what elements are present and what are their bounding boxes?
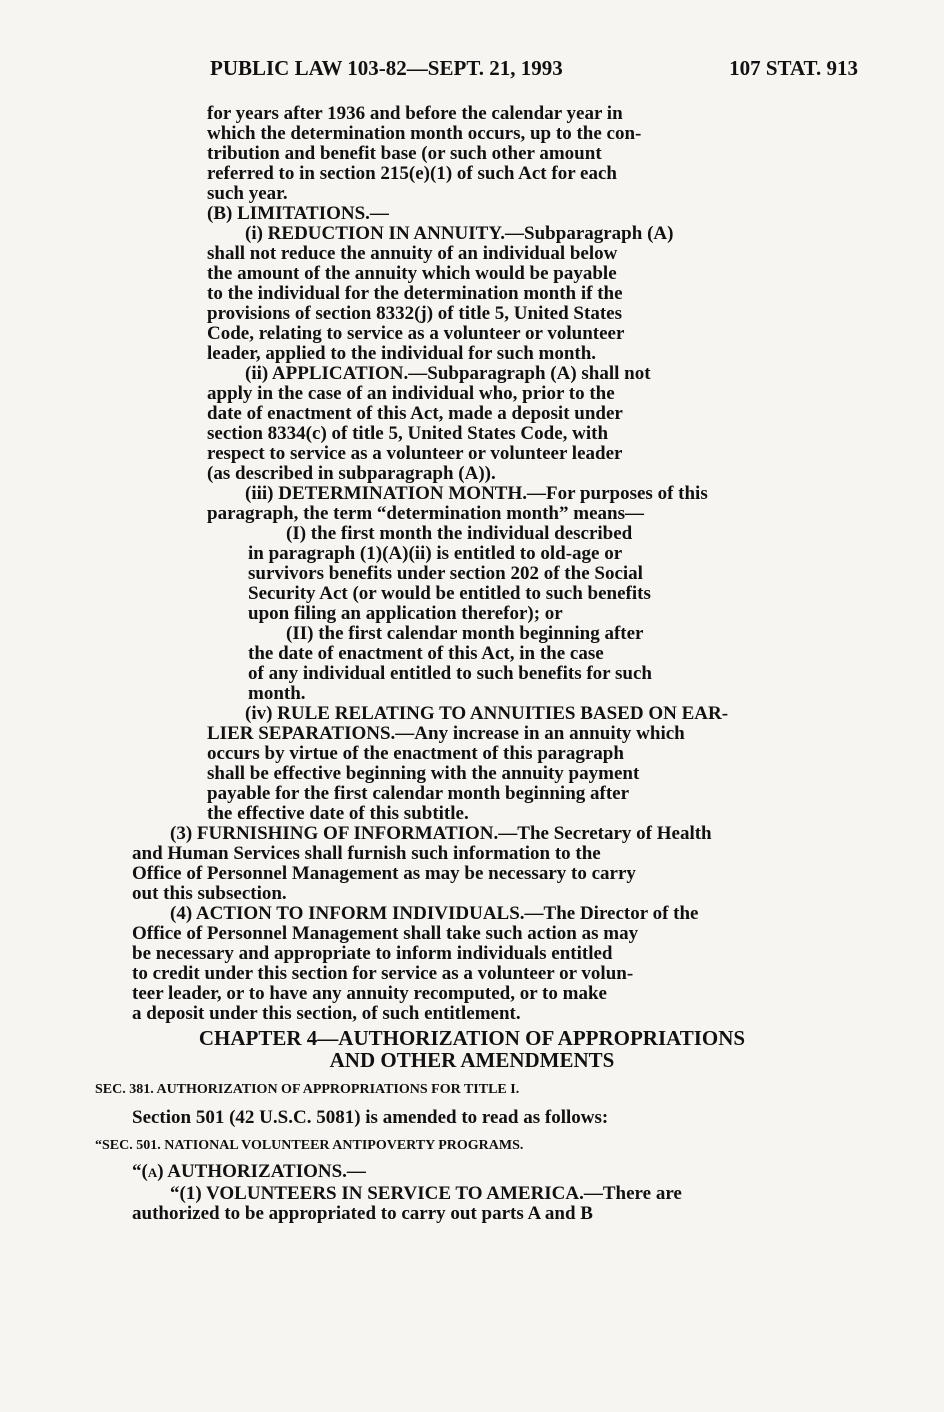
vista-heading: “(1) VOLUNTEERS IN SERVICE TO AMERICA.—There are — [170, 1183, 682, 1204]
text-line: payable for the first calendar month beginning after — [207, 783, 630, 804]
amendment-text: Section 501 (42 U.S.C. 5081) is amended to read as follows: — [132, 1107, 609, 1128]
text-line: a deposit under this section, of such entitlement. — [132, 1003, 521, 1024]
text-line: the amount of the annuity which would be payable — [207, 263, 617, 284]
text-line: Office of Personnel Management as may be necessary to carry — [132, 863, 636, 884]
text-line: such year. — [207, 183, 288, 204]
text-line: the effective date of this subtitle. — [207, 803, 469, 824]
chapter-heading: CHAPTER 4—AUTHORIZATION OF APPROPRIATIONS — [198, 1026, 746, 1050]
text-line: apply in the case of an individual who, prior to the — [207, 383, 615, 404]
text-line: and Human Services shall furnish such information to the — [132, 843, 601, 864]
text-line: LIER SEPARATIONS.—Any increase in an annuity which — [207, 723, 685, 744]
clause-application-heading: (ii) APPLICATION.—Subparagraph (A) shall not — [245, 363, 651, 384]
text-line: Code, relating to service as a volunteer or volunteer — [207, 323, 625, 344]
text-line: which the determination month occurs, up to the con- — [207, 123, 642, 144]
text-line: in paragraph (1)(A)(ii) is entitled to old-age or — [248, 543, 623, 564]
text-line: to credit under this section for service as a volunteer or volun- — [132, 963, 634, 984]
text-line: of any individual entitled to such benefits for such — [248, 663, 652, 684]
text-line: for years after 1936 and before the calendar year in — [207, 103, 623, 124]
text-line: out this subsection. — [132, 883, 287, 904]
text-line: respect to service as a volunteer or volunteer leader — [207, 443, 623, 464]
text-line: the date of enactment of this Act, in the case — [248, 643, 604, 664]
text-line: section 8334(c) of title 5, United States Code, with — [207, 423, 609, 444]
section-381-heading: SEC. 381. AUTHORIZATION OF APPROPRIATIONS FOR TITLE I. — [95, 1082, 520, 1097]
clause-reduction-heading: (i) REDUCTION IN ANNUITY.—Subparagraph (A) — [245, 223, 674, 244]
text-line: paragraph, the term “determination month” means— — [207, 503, 644, 524]
authorizations-heading: “(a) AUTHORIZATIONS.— — [132, 1161, 366, 1182]
text-line: Security Act (or would be entitled to such benefits — [248, 583, 651, 604]
text-line: shall be effective beginning with the annuity payment — [207, 763, 640, 784]
text-line: survivors benefits under section 202 of the Social — [248, 563, 643, 584]
text-line: tribution and benefit base (or such other amount — [207, 143, 602, 164]
text-line: month. — [248, 683, 306, 704]
text-line: to the individual for the determination month if the — [207, 283, 623, 304]
text-line: shall not reduce the annuity of an individual below — [207, 243, 618, 264]
text-line: provisions of section 8332(j) of title 5, United States — [207, 303, 622, 324]
text-line: leader, applied to the individual for such month. — [207, 343, 597, 364]
limitations-heading: (B) LIMITATIONS.— — [207, 203, 389, 224]
subclause-two-heading: (II) the first calendar month beginning after — [286, 623, 644, 644]
text-line: referred to in section 215(e)(1) of such Act for each — [207, 163, 617, 184]
paragraph-action-heading: (4) ACTION TO INFORM INDIVIDUALS.—The Director of the — [170, 903, 699, 924]
text-line: be necessary and appropriate to inform individuals entitled — [132, 943, 613, 964]
subclause-one-heading: (I) the first month the individual described — [286, 523, 633, 544]
clause-rule-heading: (iv) RULE RELATING TO ANNUITIES BASED ON EAR- — [245, 703, 729, 724]
section-501-heading: “SEC. 501. NATIONAL VOLUNTEER ANTIPOVERTY PROGRAMS. — [95, 1138, 524, 1153]
statute-page-number: 107 STAT. 913 — [729, 56, 858, 80]
text-line: date of enactment of this Act, made a deposit under — [207, 403, 623, 424]
text-line: occurs by virtue of the enactment of this paragraph — [207, 743, 624, 764]
text-line: (as described in subparagraph (A)). — [207, 463, 496, 484]
clause-determination-heading: (iii) DETERMINATION MONTH.—For purposes of this — [245, 483, 708, 504]
chapter-subheading: AND OTHER AMENDMENTS — [329, 1048, 615, 1072]
page-header — [210, 56, 858, 84]
text-line: Office of Personnel Management shall take such action as may — [132, 923, 639, 944]
paragraph-furnishing-heading: (3) FURNISHING OF INFORMATION.—The Secretary of Health — [170, 823, 712, 844]
text-line: teer leader, or to have any annuity recomputed, or to make — [132, 983, 607, 1004]
text-line: authorized to be appropriated to carry out parts A and B — [132, 1203, 593, 1224]
public-law-title: PUBLIC LAW 103-82—SEPT. 21, 1993 — [210, 56, 563, 80]
text-line: upon filing an application therefor); or — [248, 603, 563, 624]
